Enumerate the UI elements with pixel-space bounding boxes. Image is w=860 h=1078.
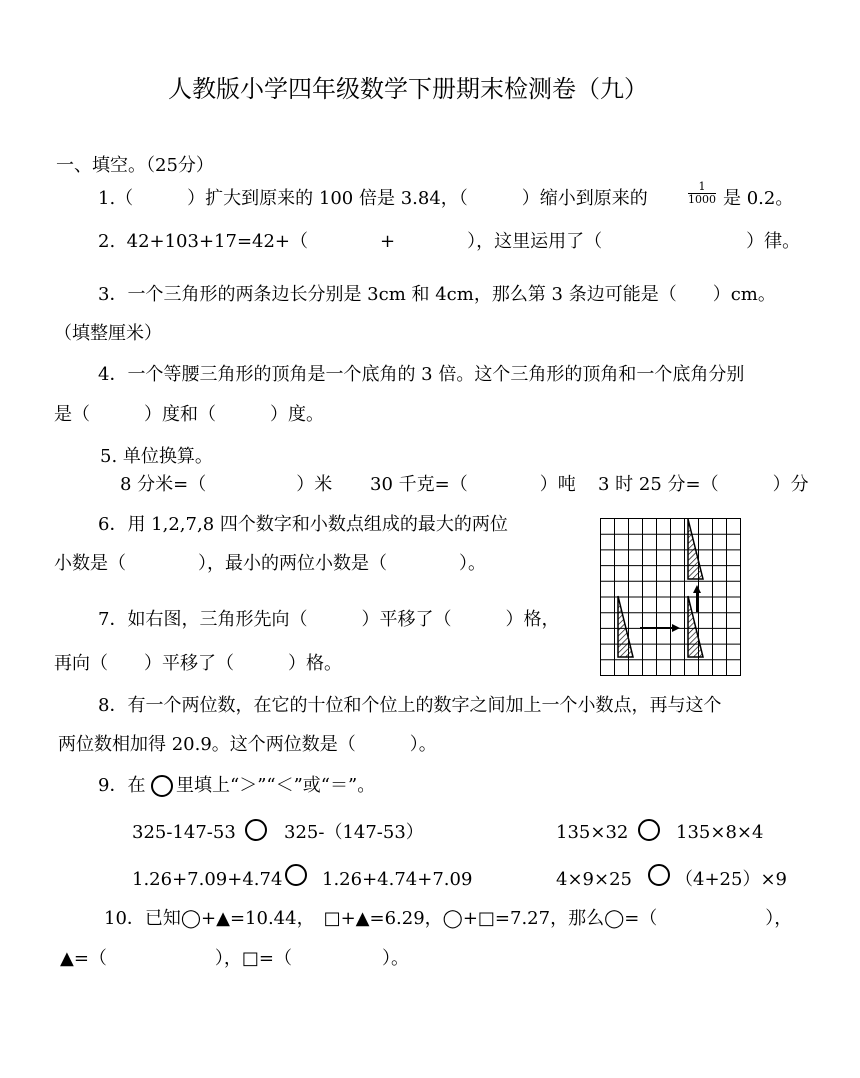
section-heading: 一、填空。（25分） bbox=[56, 155, 214, 176]
question-8-line1: 8．有一个两位数，在它的十位和个位上的数字之间加上一个小数点，再与这个 bbox=[98, 695, 722, 716]
question-5: 5. 单位换算。 bbox=[100, 446, 213, 467]
question-5-item-2: 30 千克=（ ）吨 bbox=[370, 474, 576, 495]
question-1-part1: 1.（ ）扩大到原来的 100 倍是 3.84，（ ）缩小到原来的 bbox=[98, 188, 648, 209]
question-10-line2: ▲=（ ），□=（ ）。 bbox=[60, 948, 410, 969]
up-arrow bbox=[693, 585, 701, 612]
answer-circle-icon[interactable] bbox=[638, 819, 660, 841]
compare-row1-right-b: 135×8×4 bbox=[676, 822, 764, 843]
page-title: 人教版小学四年级数学下册期末检测卷（九） bbox=[168, 75, 648, 103]
question-5-item-1: 8 分米=（ ）米 bbox=[120, 474, 333, 495]
translated-triangle-top bbox=[688, 519, 703, 579]
question-7-line1: 7．如右图，三角形先向（ ）平移了（ ）格， bbox=[98, 609, 560, 630]
question-3-line2: （填整厘米） bbox=[54, 323, 162, 344]
fraction-denominator: 1000 bbox=[688, 193, 716, 206]
fraction-1-1000 bbox=[688, 181, 716, 206]
compare-row2-right-a: 4×9×25 bbox=[556, 869, 632, 890]
answer-circle-icon bbox=[151, 775, 173, 797]
fraction-numerator: 1 bbox=[698, 180, 706, 193]
answer-circle-icon[interactable] bbox=[648, 864, 670, 886]
compare-row1-right-a: 135×32 bbox=[556, 822, 629, 843]
compare-row1-left-a: 325-147-53 bbox=[132, 822, 236, 843]
compare-row2-right-b: （4+25）×9 bbox=[675, 869, 787, 890]
question-8-line2: 两位数相加得 20.9。这个两位数是（ ）。 bbox=[58, 734, 437, 755]
question-4-line1: 4．一个等腰三角形的顶角是一个底角的 3 倍。这个三角形的顶角和一个底角分别 bbox=[98, 364, 745, 385]
compare-row2-left-b: 1.26+4.74+7.09 bbox=[322, 869, 473, 890]
question-2: 2. 42+103+17=42+（ + ），这里运用了（ ）律。 bbox=[98, 231, 801, 252]
answer-circle-icon[interactable] bbox=[245, 819, 267, 841]
answer-circle-icon[interactable] bbox=[285, 864, 307, 886]
question-4-line2: 是（ ）度和（ ）度。 bbox=[54, 404, 324, 425]
question-5-item-3: 3 时 25 分=（ ）分 bbox=[598, 474, 809, 495]
question-6-line2: 小数是（ ），最小的两位小数是（ ）。 bbox=[54, 553, 486, 574]
right-arrow bbox=[640, 624, 680, 632]
original-triangle bbox=[618, 596, 633, 657]
question-6-line1: 6．用 1,2,7,8 四个数字和小数点组成的最大的两位 bbox=[98, 514, 508, 535]
question-9-prefix: 9．在 bbox=[98, 775, 146, 796]
question-10-line1: 10．已知◯+▲=10.44， □+▲=6.29，◯+□=7.27，那么◯=（ ）， bbox=[104, 908, 793, 929]
translated-triangle-middle bbox=[688, 596, 703, 657]
question-7-line2: 再向（ ）平移了（ ）格。 bbox=[54, 653, 342, 674]
question-1-part2: 是 0.2。 bbox=[723, 188, 794, 209]
compare-row2-left-a: 1.26+7.09+4.74 bbox=[132, 869, 283, 890]
question-3-line1: 3．一个三角形的两条边长分别是 3cm 和 4cm，那么第 3 条边可能是（ ）cm。 bbox=[98, 284, 776, 305]
question-9-suffix: 里填上“＞”“＜”或“＝”。 bbox=[176, 775, 376, 796]
compare-row1-left-b: 325-（147-53） bbox=[284, 822, 424, 843]
translation-grid-figure bbox=[600, 518, 742, 676]
